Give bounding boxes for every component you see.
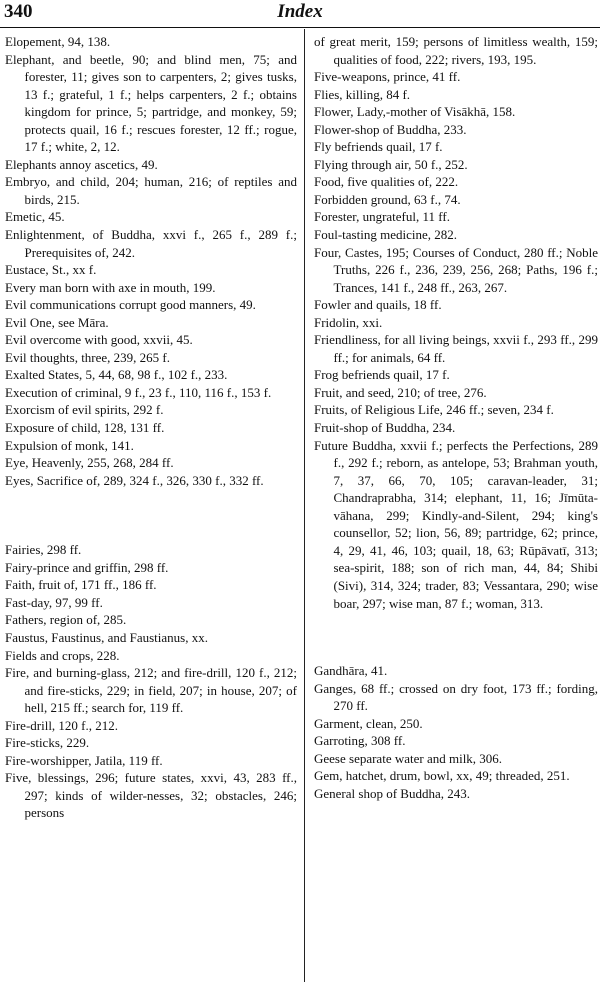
index-entry: Faith, fruit of, 171 ff., 186 ff.: [5, 577, 157, 593]
index-entry: Evil thoughts, three, 239, 265 f.: [5, 349, 171, 365]
index-entry: Fire, and burning-glass, 212; and fire-drill, 120 f., 212; and fire-sticks, 229; in field, 207; in house, 207; of hell, 215 ff.; search for, 119 ff.: [5, 665, 297, 716]
index-entry: Execution of criminal, 9 f., 23 f., 110, 116 f., 153 f.: [5, 384, 272, 400]
index-entry: Enlightenment, of Buddha, xxvi f., 265 f., 289 f.; Prerequisites of, 242.: [5, 227, 297, 260]
index-entry: Fields and crops, 228.: [5, 647, 120, 663]
index-entry: Elopement, 94, 138.: [5, 34, 111, 49]
index-entry: Fire-drill, 120 f., 212.: [5, 717, 119, 733]
index-entry: Flower-shop of Buddha, 233.: [314, 121, 467, 137]
index-entry: Exorcism of evil spirits, 292 f.: [5, 402, 164, 418]
index-entry: Elephants annoy ascetics, 49.: [5, 156, 158, 172]
index-entry: Ganges, 68 ff.; crossed on dry foot, 173 ff.; fording, 270 ff.: [314, 680, 598, 714]
index-entry: Evil One, see Māra.: [5, 314, 109, 330]
index-entry: Five-weapons, prince, 41 ff.: [314, 69, 461, 85]
index-column-left: [5, 33, 297, 822]
page-header: [0, 0, 600, 26]
index-entry: of great merit, 159; persons of limitless wealth, 159; qualities of food, 222; rivers, 193, 195.: [314, 34, 598, 67]
index-entry: Eustace, St., xx f.: [5, 262, 97, 278]
column-divider: [304, 29, 305, 982]
index-column-right: [314, 33, 598, 802]
index-entry: Five, blessings, 296; future states, xxvi, 43, 283 ff., 297; kinds of wilder-nesses, 32; obstacles, 246; persons: [5, 770, 297, 821]
index-entry: Geese separate water and milk, 306.: [314, 750, 503, 766]
index-entry: Fruits, of Religious Life, 246 ff.; seven, 234 f.: [314, 402, 554, 418]
index-entry: Frog befriends quail, 17 f.: [314, 367, 450, 383]
index-entry: Forester, ungrateful, 11 ff.: [314, 209, 450, 225]
index-entry: Elephant, and beetle, 90; and blind men, 75; and forester, 11; gives son to carpenters, 2; gives tusks, 13 f.; grateful, 1 f.; helps carpenters, 2 f.; obtains kingdom for prince, 5; partridge, and monkey, 59; protects quail, 16 f.; rescues forester, 12 ff.; rogue, 17 f.; white, 2, 12.: [5, 51, 297, 155]
index-entry: Evil overcome with good, xxvii, 45.: [5, 332, 193, 348]
index-entry: Fairies, 298 ff.: [5, 542, 82, 558]
index-entry: Exposure of child, 128, 131 ff.: [5, 420, 165, 436]
index-entry: Fathers, region of, 285.: [5, 612, 127, 628]
index-entry: General shop of Buddha, 243.: [314, 785, 470, 801]
index-entry: Gandhāra, 41.: [314, 663, 388, 679]
index-entry: Embryo, and child, 204; human, 216; of reptiles and birds, 215.: [5, 174, 297, 207]
index-entry: Four, Castes, 195; Courses of Conduct, 280 ff.; Noble Truths, 226 f., 236, 239, 256, 268; Paths, 196 f.; Trances, 141 f., 248 ff., 263, 267.: [314, 244, 598, 295]
index-entry: Fowler and quails, 18 ff.: [314, 297, 442, 313]
header-rule: [0, 27, 600, 28]
index-entry: Foul-tasting medicine, 282.: [314, 227, 457, 243]
index-entry: Eyes, Sacrifice of, 289, 324 f., 326, 330 f., 332 ff.: [5, 472, 264, 488]
index-entry: Friendliness, for all living beings, xxvii f., 293 ff., 299 ff.; for animals, 64 ff.: [314, 332, 598, 365]
page-number: 340: [4, 1, 33, 22]
index-entry: Emetic, 45.: [5, 209, 65, 225]
index-entry: Flower, Lady,-mother of Visākhā, 158.: [314, 104, 516, 120]
index-entry: Flies, killing, 84 f.: [314, 86, 411, 102]
index-entry: Fly befriends quail, 17 f.: [314, 139, 443, 155]
index-entry: Eye, Heavenly, 255, 268, 284 ff.: [5, 455, 174, 471]
index-entry: Forbidden ground, 63 f., 74.: [314, 191, 461, 207]
index-entry: Fire-sticks, 229.: [5, 735, 90, 751]
index-entry: Future Buddha, xxvii f.; perfects the Perfections, 289 f., 292 f.; reborn, as antelope, 53; Brahman youth, 7, 37, 66, 70, 105; caravan-leader, 31; Chandraprabha, 314; elephant, 11, 16; Jīmūta-vāhana, 299; Kindly-and-Silent, 294; king's counsellor, 52; lion, 56, 89; partridge, 62; prince, 4, 29, 41, 46, 103; quail, 18, 63; Rūpāvatī, 313; sea-spirit, 188; son of rich man, 44, 84; Shibi (Sivi), 314, 324; trader, 83; Vessantara, 290; wise boar, 297; wise man, 87 f.; woman, 313.: [314, 437, 598, 611]
index-entry: Fridolin, xxi.: [314, 314, 383, 330]
index-entry: Gem, hatchet, drum, bowl, xx, 49; threaded, 251.: [314, 768, 570, 784]
index-entry: Garment, clean, 250.: [314, 715, 423, 731]
index-entry: Exalted States, 5, 44, 68, 98 f., 102 f., 233.: [5, 367, 228, 383]
section-gap: [5, 489, 297, 541]
index-entry: Faustus, Faustinus, and Faustianus, xx.: [5, 629, 208, 645]
index-entry: Evil communications corrupt good manners, 49.: [5, 297, 256, 313]
section-gap: [314, 612, 598, 662]
running-title: Index: [277, 1, 323, 22]
index-entry: Fast-day, 97, 99 ff.: [5, 594, 103, 610]
index-entry: Garroting, 308 ff.: [314, 733, 406, 749]
index-entry: Fruit, and seed, 210; of tree, 276.: [314, 384, 487, 400]
index-entry: Fruit-shop of Buddha, 234.: [314, 420, 456, 436]
index-entry: Fairy-prince and griffin, 298 ff.: [5, 559, 169, 575]
index-entry: Flying through air, 50 f., 252.: [314, 156, 468, 172]
index-entry: Every man born with axe in mouth, 199.: [5, 279, 216, 295]
index-entry: Food, five qualities of, 222.: [314, 174, 459, 190]
index-entry: Expulsion of monk, 141.: [5, 437, 134, 453]
index-entry: Fire-worshipper, Jatila, 119 ff.: [5, 752, 163, 768]
